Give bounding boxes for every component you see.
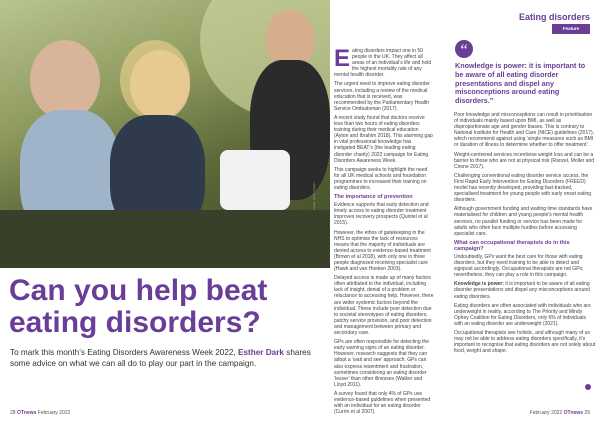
photo-credit: Image: Getty Images [312, 182, 316, 210]
subheading: What can occupational therapists do in this campaign? [454, 239, 570, 252]
quote-icon: “ [455, 40, 473, 58]
standfirst: To mark this month’s Eating Disorders Awareness Week 2022, Esther Dark shares some advice on what we can all do to play our part in the campaign. [10, 348, 311, 368]
article-paragraph: Although government funding and waiting time standards have materialised for children and young people’s mental health services, no parallel funding or service has been made for adults who often face multiple hurdles before accessing specialist care. [454, 206, 593, 237]
article-paragraph: Eating disorders impact one in 50 people in the UK. They affect all areas of an individual’s life and hold the highest mortality rate of any mental health disorder. [334, 45, 432, 79]
end-of-article-icon [585, 384, 591, 390]
article-column-1 [334, 45, 434, 418]
author-name: Esther Dark [238, 348, 284, 357]
section-tag: Feature [552, 24, 590, 34]
article-paragraph: Weight-centrered services incentivise weight loss and can be a barrier to those who are not at physical risk (Ranzel, Moller and Cirone 2017). [454, 151, 595, 170]
article-paragraph: Poor knowledge and misconceptions can result in prioritisation of individuals mainly based upon BMI, as well as disproportionate age and gender biases. This is contrary to National Institute for Health and Care (NICE) guidelines (2017), which recommend against using ‘single measures such as BMI or duration of illness to determine whether to offer treatment’. [454, 112, 595, 149]
brand-name: OTnews [16, 410, 37, 416]
brand-name: OTnews [563, 410, 584, 416]
footer-left [10, 410, 70, 416]
article-paragraph: A recent study found that doctors receive less than two hours of eating disorders training during their medical education (Ayton and Ibrahim 2018). This alarming gap in vital professional knowledge has instigated BEAT’s (the leading eating disorder charity) 2022 campaign for Eating Disorders Awareness Week. [334, 114, 433, 164]
article-paragraph: Eating disorders are often associated with individuals who are underweight in reality, according to The Priority and Mindy Ophey Coalition for Eating Disorders, only 6% of individuals with an eating disorder are underweight (2021). [454, 302, 591, 327]
drop-cap: E [334, 45, 351, 72]
issue-date: February 2022 [37, 410, 71, 416]
article-paragraph: Challenging conventional eating disorder service access, the First Rapid Early Intervention for Eating Disorders (FREED) model has recently developed, providing fast-tracked, specialised treatment for young people with early onset eating disorders. [454, 172, 592, 204]
article-paragraph: Undoubtedly, GPs want the best care for those with eating disorders, but they need training to be able to detect and signpost accordingly. Occupational therapists are not GPs; nevertheless, they can play a role in this campaign. [454, 253, 584, 279]
article-paragraph: Occupational therapists see holistic, and although many of us may not be able to address eating disorders specifically, it’s important to recognise that eating disorders are not solely about food, weight and shape. [454, 330, 596, 355]
subheading: The importance of prevention [334, 194, 413, 201]
pull-quote: Knowledge is power: it is important to be aware of all eating disorder presentations and dispel any misconceptions around eating disorders.” [455, 61, 586, 106]
article-paragraph: Delayed access is made up of many factors often attributed to the individual, including lack of insight, denial of a problem or reluctance to accessing help. However, there are wider systemic factors beyond the individual. These include poor detection due to societal stereotypes of eating disorders, patchy service provision, and poor detection and management between primary and secondary care. [334, 275, 434, 337]
page-number: 28 [10, 410, 16, 416]
article-paragraph: The urgent need to improve eating disorder services, including a review of the medical education that is received, was recommended by the Parliamentary Health Service Ombudsman (2017). [334, 81, 430, 112]
article-paragraph: This campaign seeks to highlight the need for all UK medical schools and foundation programmes to increased their training on eating disorders. [334, 166, 428, 191]
headline: Can you help beat eating disorders? [9, 274, 268, 339]
issue-date: February 2022 [529, 410, 563, 416]
footer-right [530, 410, 590, 416]
article-paragraph: GPs are often responsible for detecting the early warning signs of an eating disorder. However, research suggests that they can adopt a ‘wait and see’ approach. GPs can also express resentment and frustration, sometimes considering an eating disorder ‘lesser’ than other illnesses (Walker and Lloyd 2011). [334, 339, 430, 388]
page-number: 29 [584, 410, 590, 416]
article-paragraph: Knowledge is power: it is important to be aware of all eating disorder presentations and dispel any misconceptions around eating disorders. [454, 281, 590, 300]
article-paragraph: Evidence supports that early detection and timely access to eating disorder treatment improves recovery prospects (Quintel et al 2015). [334, 202, 429, 227]
students-photo [0, 0, 330, 268]
section-title: Eating disorders [518, 12, 590, 22]
article-paragraph: A survey found that only 4% of GPs use evidence-based guidelines when presented with an individual for an eating disorder (Currin et al 2007). [334, 390, 431, 416]
article-paragraph: However, the ethos of gatekeeping in the NHS to optimise the lack of resources means that the majority of individuals are denied access to evidence-based treatment (Brown et al 2018), with only one in three people diagnosed receiving specialist care (Hawk and van Hoeken 2003). [334, 229, 431, 273]
article-column-2 [454, 112, 596, 357]
